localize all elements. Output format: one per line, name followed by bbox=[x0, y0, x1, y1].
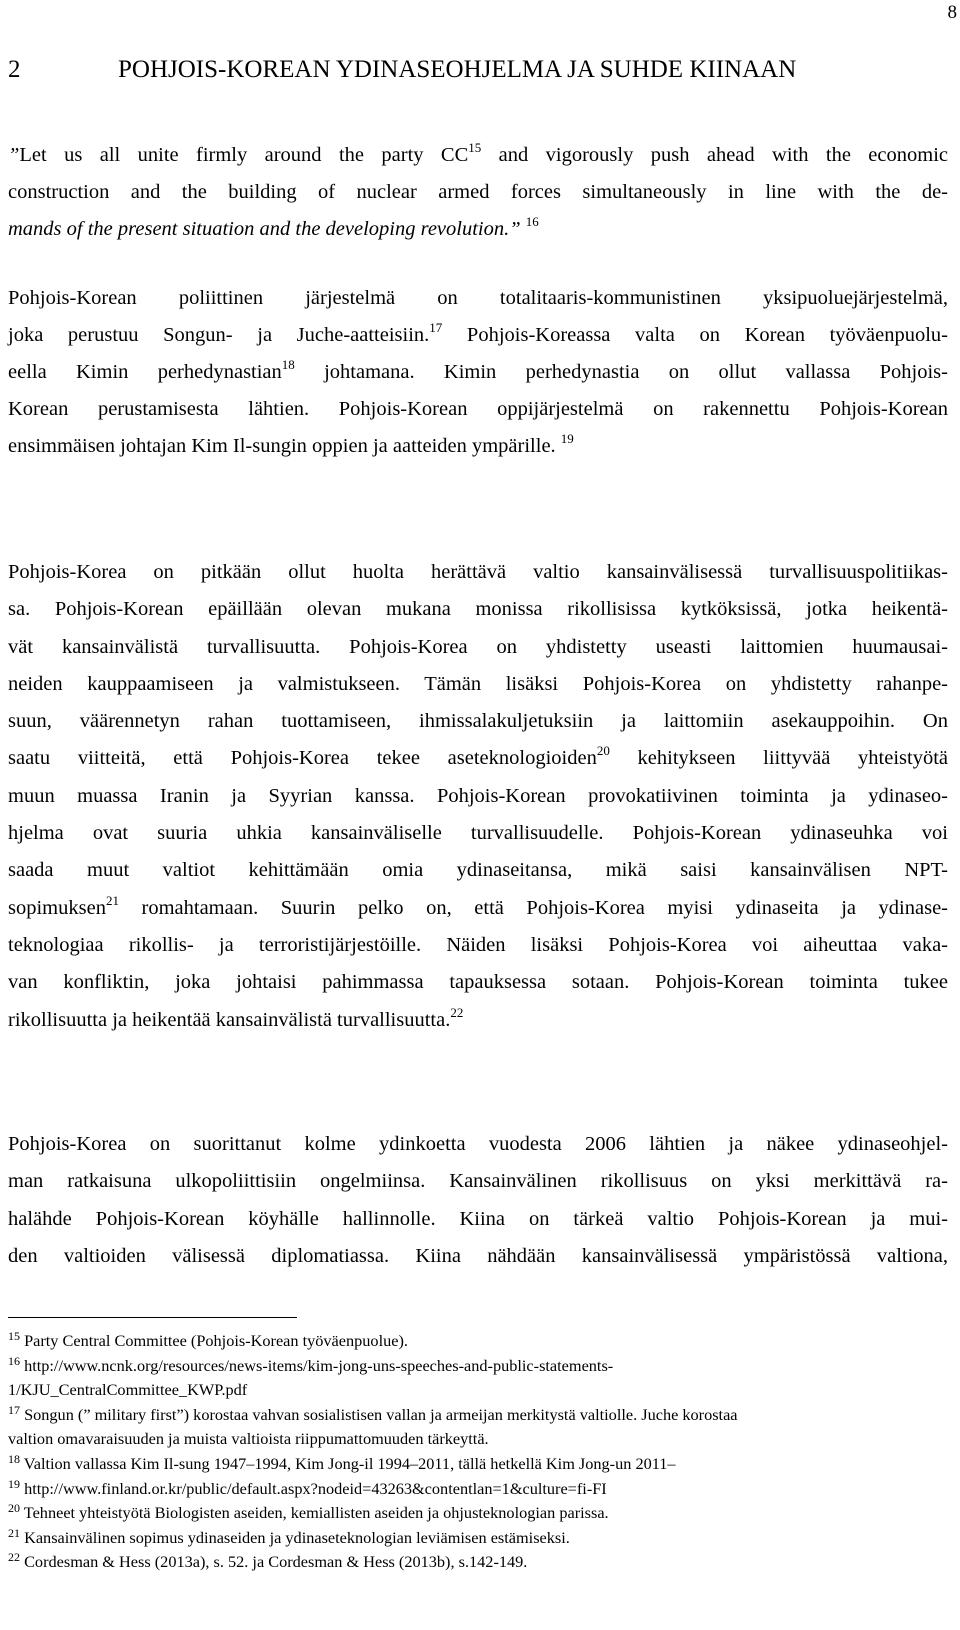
paragraph-2 bbox=[8, 554, 948, 1039]
p1-line-5: ensimmäisen johtajan Kim Il-sungin oppien ja aatteiden ympärille. $^{19}$ bbox=[8, 431, 574, 457]
footnote-19: $^{19}$ http://www.finland.or.kr/public/default.aspx?nodeid=43263&contentlan=1&culture=fi-FI bbox=[8, 1476, 607, 1498]
p3-line-4: den valtioiden välisessä diplomatiassa. Kiina nähdään kansainvälisessä ympäristössä valtiona, bbox=[8, 1244, 948, 1267]
footnote-ref-18: 18 bbox=[281, 357, 295, 372]
paragraph-1 bbox=[8, 280, 948, 465]
p2-line-10: sopimuksen$^{21}$ romahtamaan. Suurin pelko on, että Pohjois-Korea myisi ydinaseita ja ydinase- bbox=[8, 892, 948, 919]
footnote-22: $^{22}$ Cordesman & Hess (2013a), s. 52. ja Cordesman & Hess (2013b), s.142-149. bbox=[8, 1550, 528, 1572]
quote-line-3: mands of the present situation and the developing revolution.” $^{16}$ bbox=[8, 214, 539, 240]
footnote-ref-21: 21 bbox=[105, 892, 119, 908]
p2-line-6: saatu viitteitä, että Pohjois-Korea tekee aseteknologioiden$^{20}$ kehitykseen liittyvää yhteistyötä bbox=[8, 743, 948, 770]
p2-line-3: vät kansainvälistä turvallisuutta. Pohjois-Korea on yhdistetty useasti laittomien huumausai- bbox=[8, 635, 948, 658]
p1-line-3: eella Kimin perhedynastian$^{18}$ johtamana. Kimin perhedynastia on ollut vallassa Pohjois- bbox=[8, 357, 948, 383]
footnote-separator bbox=[8, 1317, 297, 1318]
footnote-17: $^{17}$ Songun (” military first”) korostaa vahvan sosialistisen vallan ja armeijan merkitystä valtiolle. Juche korostaa bbox=[8, 1402, 738, 1424]
footnote-16-continued[interactable]: 1/KJU_CentralCommittee_KWP.pdf bbox=[8, 1380, 248, 1400]
p2-line-11: teknologiaa rikollis- ja terroristijärjestöille. Näiden lisäksi Pohjois-Korea voi aiheuttaa vaka- bbox=[8, 933, 948, 956]
p2-line-13: rikollisuutta ja heikentää kansainvälistä turvallisuutta.$^{22}$ bbox=[8, 1004, 464, 1031]
footnote-ref-20: 20 bbox=[596, 743, 610, 759]
p2-line-12: van konfliktin, joka johtaisi pahimmassa tapauksessa sotaan. Pohjois-Korean toiminta tukee bbox=[8, 971, 948, 994]
p1-line-1: Pohjois-Korean poliittinen järjestelmä on totalitaaris-kommunistinen yksipuoluejärjestelmä, bbox=[8, 287, 948, 309]
quote-paragraph bbox=[8, 137, 948, 248]
p1-line-4: Korean perustamisesta lähtien. Pohjois-Korean oppijärjestelmä on rakennettu Pohjois-Korean bbox=[8, 398, 948, 420]
footnote-20: $^{20}$ Tehneet yhteistyötä Biologisten aseiden, kemiallisten aseiden ja ohjusteknologian parissa. bbox=[8, 1501, 609, 1523]
footnotes bbox=[8, 1329, 948, 1575]
p2-line-9: saada muut valtiot kehittämään omia ydinaseitansa, mikä saisi kansainvälisen NPT- bbox=[8, 859, 948, 882]
p2-line-2: sa. Pohjois-Korean epäillään olevan mukana monissa rikollisissa kytköksissä, jotka heikentä- bbox=[8, 598, 948, 621]
quote-line-2: construction and the building of nuclear armed forces simultaneously in line with the de- bbox=[8, 181, 948, 203]
p3-line-3: halähde Pohjois-Korean köyhälle hallinnolle. Kiina on tärkeä valtio Pohjois-Korean ja mui- bbox=[8, 1207, 948, 1230]
p3-line-2: man ratkaisuna ulkopoliittisiin ongelmiinsa. Kansainvälinen rikollisuus on yksi merkittävä ra- bbox=[8, 1170, 948, 1193]
footnote-17-continued: valtion omavaraisuuden ja muista valtioista riippumattomuuden tärkeyttä. bbox=[8, 1429, 489, 1449]
footnote-21: $^{21}$ Kansainvälinen sopimus ydinaseiden ja ydinaseteknologian leviämisen estämiseksi. bbox=[8, 1525, 570, 1547]
footnote-ref-15: 15 bbox=[468, 140, 482, 155]
p1-line-2: joka perustuu Songun- ja Juche-aatteisiin.$^{17}$ Pohjois-Koreassa valta on Korean työväenpuolu- bbox=[8, 320, 948, 346]
footnote-16: $^{16}$ http://www.ncnk.org/resources/news-items/kim-jong-uns-speeches-and-public-statements- bbox=[8, 1353, 614, 1375]
p2-line-7: muun muassa Iranin ja Syyrian kanssa. Pohjois-Korean provokatiivinen toiminta ja ydinaseo- bbox=[8, 784, 948, 807]
footnote-ref-22: 22 bbox=[450, 1004, 464, 1020]
p3-line-1: Pohjois-Korea on suorittanut kolme ydinkoetta vuodesta 2006 lähtien ja näkee ydinaseohjel- bbox=[8, 1133, 948, 1155]
footnote-ref-19: 19 bbox=[560, 431, 574, 446]
footnote-15: $^{15}$ Party Central Committee (Pohjois-Korean työväenpuolue). bbox=[8, 1329, 408, 1350]
page-number: 8 bbox=[947, 2, 957, 23]
footnote-16-link[interactable]: http://www.ncnk.org/resources/news-items/kim-jong-uns-speeches-and-public-statements- bbox=[20, 1355, 614, 1375]
footnote-ref-16: 16 bbox=[525, 214, 539, 229]
chapter-title: POHJOIS-KOREAN YDINASEOHJELMA JA SUHDE KIINAAN bbox=[118, 56, 797, 83]
footnote-18: $^{18}$ Valtion vallassa Kim Il-sung 1947–1994, Kim Jong-il 1994–2011, tällä hetkellä Kim Jong-un 2011– bbox=[8, 1451, 676, 1473]
paragraph-3 bbox=[8, 1126, 948, 1275]
chapter-number: 2 bbox=[8, 56, 21, 83]
footnote-19-link[interactable]: http://www.finland.or.kr/public/default.aspx?nodeid=43263&contentlan=1&culture=fi-FI bbox=[20, 1478, 607, 1498]
chapter-heading bbox=[8, 48, 948, 92]
p2-line-5: suun, väärennetyn rahan tuottamiseen, ihmissalakuljetuksiin ja laittomiin asekauppoihin. On bbox=[8, 710, 948, 733]
p2-line-8: hjelma ovat suuria uhkia kansainväliselle turvallisuudelle. Pohjois-Korean ydinaseuhka voi bbox=[8, 822, 948, 845]
p2-line-4: neiden kauppaamiseen ja valmistukseen. Tämän lisäksi Pohjois-Korea on yhdistetty rahanpe- bbox=[8, 672, 948, 695]
quote-line-1: ”Let us all unite firmly around the party CC$^{15}$ and vigorously push ahead with the economic bbox=[8, 140, 948, 166]
p2-line-1: Pohjois-Korea on pitkään ollut huolta herättävä valtio kansainvälisessä turvallisuuspolitiikas- bbox=[8, 561, 948, 583]
footnote-ref-17: 17 bbox=[429, 320, 443, 335]
